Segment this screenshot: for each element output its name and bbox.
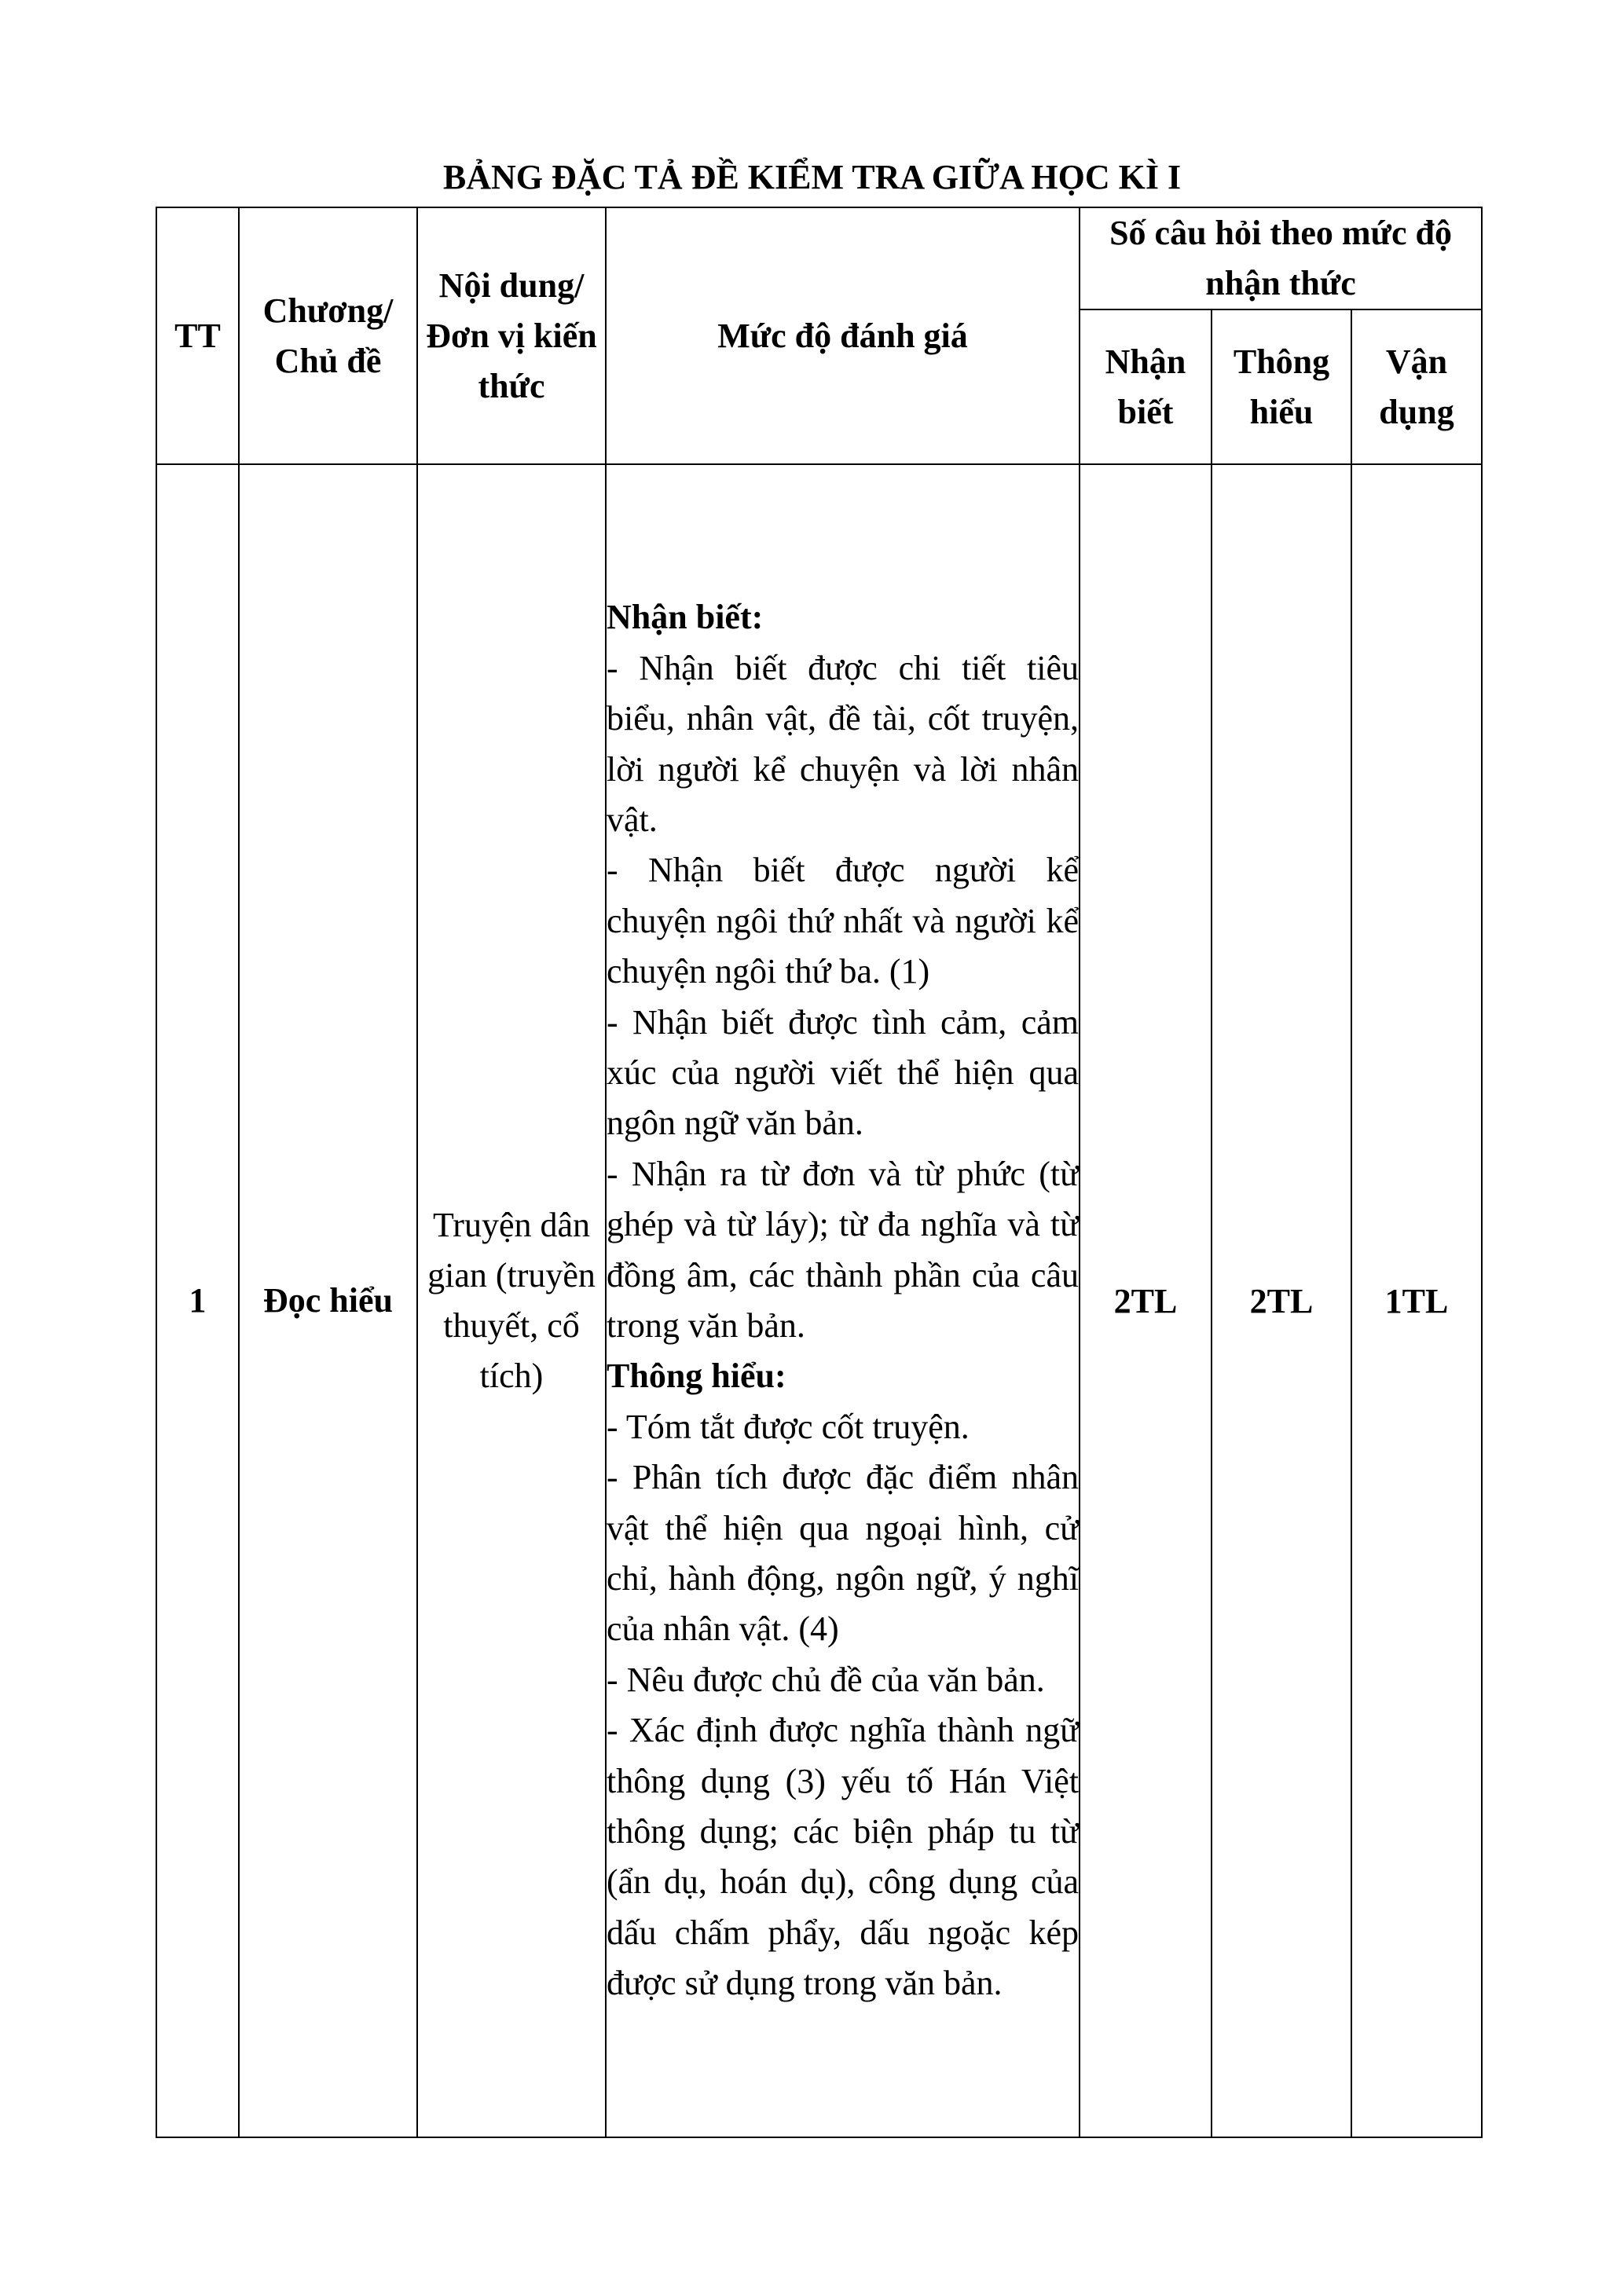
header-tt: TT <box>156 207 239 464</box>
specification-table <box>156 207 1483 2138</box>
count-thong-hieu: 2TL <box>1212 464 1351 2137</box>
thong-hieu-item: - Nêu được chủ đề của văn bản. <box>607 1660 1045 1699</box>
row-muc-do <box>606 464 1080 2137</box>
thong-hieu-heading: Thông hiểu: <box>607 1357 786 1396</box>
thong-hieu-item: - Phân tích được đặc điểm nhân vật thể hiện qua ngoại hình, cử chỉ, hành động, ngôn ngữ, ý nghĩ của nhân vật. (4) <box>607 1458 1079 1649</box>
header-muc-do-danh-gia: Mức độ đánh giá <box>606 207 1080 464</box>
thong-hieu-item: - Tóm tắt được cốt truyện. <box>607 1407 970 1446</box>
header-chuong-chu-de: Chương/ Chủ đề <box>239 207 417 464</box>
count-nhan-biet: 2TL <box>1080 464 1212 2137</box>
row-tt: 1 <box>156 464 239 2137</box>
header-so-cau-hoi: Số câu hỏi theo mức độ nhận thức <box>1080 207 1482 309</box>
nhan-biet-item: - Nhận biết được chi tiết tiêu biểu, nhân vật, đề tài, cốt truyện, lời người kể chuyện và lời nhân vật. <box>607 648 1079 839</box>
header-thong-hieu: Thông hiểu <box>1212 309 1351 464</box>
nhan-biet-item: - Nhận biết được tình cảm, cảm xúc của người viết thể hiện qua ngôn ngữ văn bản. <box>607 1002 1079 1143</box>
row-noi-dung: Truyện dân gian (truyền thuyết, cổ tích) <box>417 464 606 2137</box>
row-chuong: Đọc hiểu <box>239 464 417 2137</box>
table-row <box>156 464 1482 2137</box>
header-van-dung: Vận dụng <box>1351 309 1482 464</box>
thong-hieu-item: - Xác định được nghĩa thành ngữ thông dụng (3) yếu tố Hán Việt thông dụng; các biện pháp tu từ (ẩn dụ, hoán dụ), công dụng của dấu chấm phẩy, dấu ngoặc kép được sử dụng trong văn bản. <box>607 1711 1079 2003</box>
document-title: BẢNG ĐẶC TẢ ĐỀ KIỂM TRA GIỮA HỌC KÌ I <box>442 158 1182 196</box>
header-nhan-biet: Nhận biết <box>1080 309 1212 464</box>
nhan-biet-item: - Nhận ra từ đơn và từ phức (từ ghép và từ láy); từ đa nghĩa và từ đồng âm, các thành phần của câu trong văn bản. <box>607 1154 1079 1345</box>
header-noi-dung: Nội dung/ Đơn vị kiến thức <box>417 207 606 464</box>
nhan-biet-item: - Nhận biết được người kể chuyện ngôi thứ nhất và người kể chuyện ngôi thứ ba. (1) <box>607 851 1079 991</box>
nhan-biet-heading: Nhận biết: <box>607 598 764 637</box>
count-van-dung: 1TL <box>1351 464 1482 2137</box>
